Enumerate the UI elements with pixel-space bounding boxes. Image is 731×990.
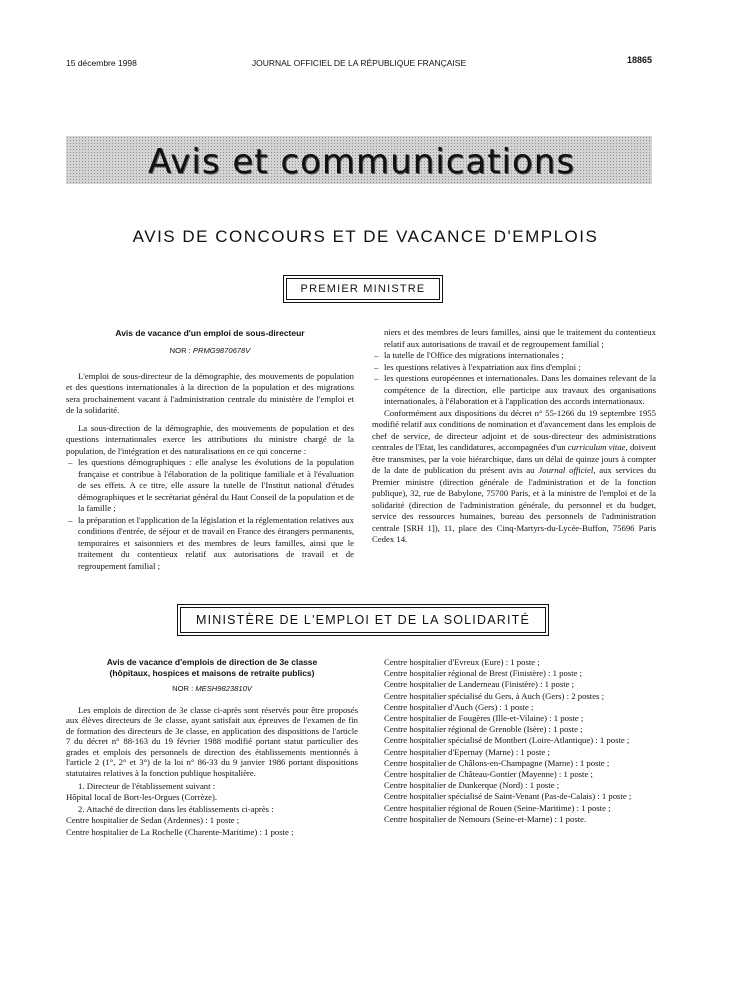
list-item: – les questions européennes et internationales. Dans les domaines relevant de la compétence de la direction, elle participe aux travaux des organisations internationales, à l'élaboration et à l'application des accords internationaux. <box>372 373 656 408</box>
list-item: Centre hospitalier de Fougères (Ille-et-Vilaine) : 1 poste ; <box>384 713 584 724</box>
list-item: Centre hospitalier de Châlons-en-Champagne (Marne) : 1 poste ; <box>384 757 610 768</box>
list-item: Centre hospitalier de La Rochelle (Charente-Maritime) : 1 poste ; <box>66 826 294 837</box>
article2-nor <box>66 683 358 695</box>
article1-paragraph-2: La sous-direction de la démographie, des mouvements de population et des questions internationales exerce les attributions du ministre chargé de la population, de l'intégration et des naturalisations en ce qui concerne : <box>66 422 354 456</box>
ministry-heading-emploi-solidarite: MINISTÈRE DE L'EMPLOI ET DE LA SOLIDARITÉ <box>180 607 546 633</box>
list-item: Centre hospitalier régional de Rouen (Seine-Maritime) : 1 poste ; <box>384 802 611 813</box>
banner-title: Avis et communications <box>148 142 576 182</box>
article2-item1-value: Hôpital local de Bort-les-Orgues (Corrèze). <box>66 792 218 803</box>
list-item: Centre hospitalier de Sedan (Ardennes) : 1 poste ; <box>66 815 240 826</box>
nor-label: NOR : <box>169 346 191 355</box>
article2-item1: 1. Directeur de l'établissement suivant : <box>78 780 216 791</box>
list-item: Centre hospitalier spécialisé de Saint-Venant (Pas-de-Calais) : 1 poste ; <box>384 791 632 802</box>
article1-title: Avis de vacance d'un emploi de sous-directeur <box>115 328 305 338</box>
article1-continuation: niers et des membres de leurs familles, ainsi que le traitement du contentieux relatif aux autorisations de travail et de regroupement familial ; <box>384 327 656 349</box>
list-item: – les questions démographiques : elle analyse les évolutions de la population française et contribue à l'élaboration de la politique familiale et à l'évaluation de ses effets. A ce titre, elle assure la tutelle de l'Institut national d'études démographiques et le secrétariat général du Haut Conseil de la population et de la famille ; <box>66 457 354 515</box>
list-item: Centre hospitalier spécialisé de Montbert (Loire-Atlantique) : 1 poste ; <box>384 735 630 746</box>
list-item: Centre hospitalier de Nemours (Seine-et-Marne) : 1 poste. <box>384 813 587 824</box>
list-item: Centre hospitalier de Château-Gontier (Mayenne) : 1 poste ; <box>384 769 593 780</box>
section-banner <box>66 136 652 184</box>
list-item: Centre hospitalier régional de Brest (Finistère) : 1 poste ; <box>384 668 583 679</box>
list-item: – la tutelle de l'Office des migrations internationales ; <box>372 350 656 362</box>
article2-title <box>66 657 358 679</box>
header-journal-title: JOURNAL OFFICIEL DE LA RÉPUBLIQUE FRANÇAISE <box>251 58 467 68</box>
article1-nor <box>66 345 354 357</box>
header-date: 15 décembre 1998 <box>66 58 137 68</box>
list-item: Centre hospitalier de Landerneau (Finistère) : 1 poste ; <box>384 679 575 690</box>
list-item: Centre hospitalier d'Epernay (Marne) : 1 poste ; <box>384 746 550 757</box>
list-item: – les questions relatives à l'expatriation aux fins d'emploi ; <box>372 362 656 374</box>
list-item: Centre hospitalier d'Auch (Gers) : 1 poste ; <box>384 701 534 712</box>
article2-right-column <box>372 657 660 825</box>
nor-code: MESH9823810V <box>195 684 252 693</box>
list-item: Centre hospitalier spécialisé du Gers, à Auch (Gers) : 2 postes ; <box>384 690 605 701</box>
list-item: Centre hospitalier de Dunkerque (Nord) : 1 poste ; <box>384 780 560 791</box>
list-item: – la préparation et l'application de la législation et la réglementation relatives aux conditions d'entrée, de séjour et de travail en France des étrangers permanents, temporaires et saisonniers et des membres de leurs familles, ainsi que le traitement du contentieux relatif aux autorisations de travail et de regroupement familial ; <box>66 515 354 549</box>
article1-bullet-list-right <box>372 350 656 408</box>
article2-paragraph-1: Les emplois de direction de 3e classe ci-après sont réservés pour être proposés aux élèves directeurs de 3e classe, ayant satisfait aux épreuves de l'examen de fin de formation des directeurs de 3e classe, en application des dispositions de l'article 7 du décret n° 88-163 du 19 février 1988 modifié portant statut particulier des grades et emplois des personnels de direction des établissements mentionnés à l'article 2 (1°, 2° et 3°) de la loi n° 86-33 du 9 janvier 1986 portant dispositions statutaires relatives à la fonction publique hospitalière. <box>66 704 358 779</box>
article2-title-line2: (hôpitaux, hospices et maisons de retraite publics) <box>109 668 315 678</box>
nor-code: PRMG9870678V <box>192 346 251 355</box>
article1-right-column <box>372 327 656 546</box>
article2-title-line1: Avis de vacance d'emplois de direction de 3e classe <box>106 657 318 667</box>
list-item: Centre hospitalier régional de Grenoble (Isère) : 1 poste ; <box>384 724 583 735</box>
nor-label: NOR : <box>172 684 194 693</box>
section-title: AVIS DE CONCOURS ET DE VACANCE D'EMPLOIS <box>132 227 599 246</box>
article2-item2: 2. Attaché de direction dans les établissements ci-après : <box>78 803 274 814</box>
header-page-number: 18865 <box>626 55 652 65</box>
page-header <box>66 55 652 72</box>
list-item: Centre hospitalier d'Evreux (Eure) : 1 poste ; <box>384 657 540 667</box>
article1-bullet-list-left <box>66 457 354 571</box>
article1-paragraph-3: Conformément aux dispositions du décret n° 55-1266 du 19 septembre 1955 modifié relatif aux conditions de nomination et d'avancement dans les emplois de chef de service, de directeur adjoint et de sous-directeur des administrations centrales de l'Etat, les candidatures, accompagnées d'un curriculum vitae, doivent être transmises, par la voie hiérarchique, dans un délai de quinze jours à compter de la date de publication du présent avis au Journal officiel, aux services du Premier ministre (direction générale de l'administration et de la fonction publique), 32, rue de Babylone, 75700 Paris, et à la ministre de l'emploi et de la solidarité (direction de l'administration générale, du personnel et du budget, service des ressources humaines, bureau des personnels de l'administration centrale [SRH 1]), 11, place des Cinq-Martyrs-du-Lycée-Buffon, 75696 Paris Cedex 14. <box>372 407 657 544</box>
article2-left-column <box>66 657 358 838</box>
article1-paragraph-1: L'emploi de sous-directeur de la démographie, des mouvements de population et des questions internationales à la direction de la population et des migrations sera prochainement vacant à l'administration centrale du ministère de l'emploi et de la solidarité. <box>66 370 354 415</box>
article1-left-column <box>66 328 354 571</box>
ministry-heading-premier-ministre: PREMIER MINISTRE <box>286 278 440 300</box>
